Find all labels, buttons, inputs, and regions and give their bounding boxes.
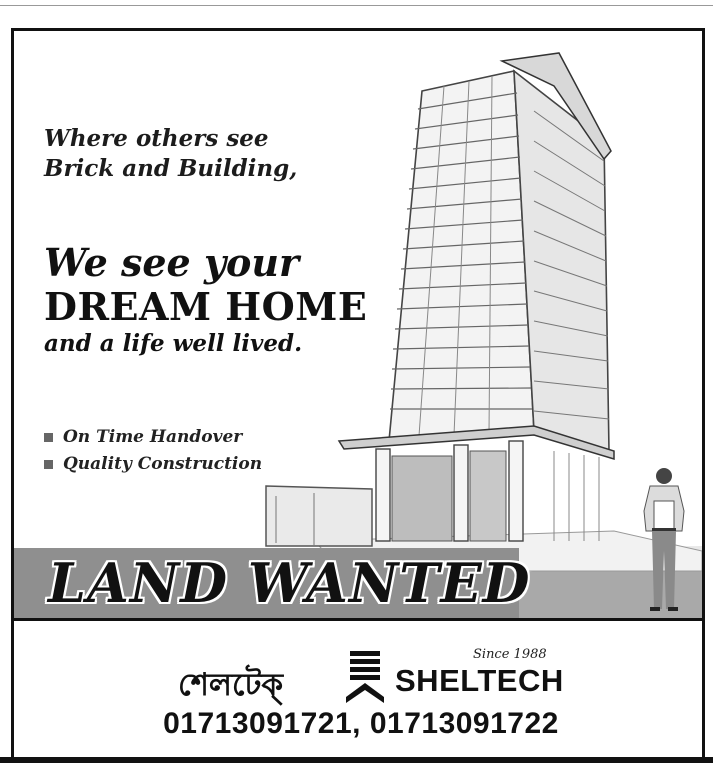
feature-label: Quality Construction [63, 454, 263, 474]
bullet-square-icon [44, 460, 53, 469]
headline-line-3: and a life well lived. [44, 330, 303, 357]
tagline-line-2: Brick and Building, [44, 155, 298, 182]
sheltech-logo-icon [346, 651, 388, 703]
top-rule [0, 5, 713, 6]
bengali-brand-name: শেলটেক্ [178, 667, 284, 703]
brand-name: SHELTECH [395, 663, 564, 698]
phone-numbers: 01713091721, 01713091722 [163, 707, 559, 740]
sheltech-logo [178, 647, 578, 707]
feature-item [44, 424, 262, 451]
headline-line-1: We see your [44, 240, 300, 285]
advertisement-frame [11, 28, 705, 761]
bullet-square-icon [44, 433, 53, 442]
headline-line-2: DREAM HOME [44, 284, 368, 329]
footer [14, 621, 705, 761]
feature-list [44, 424, 262, 478]
feature-item [44, 451, 262, 478]
bottom-rule [0, 757, 713, 763]
banner-text: LAND WANTED [48, 551, 531, 615]
tagline [44, 124, 297, 184]
feature-label: On Time Handover [63, 427, 243, 447]
land-wanted-banner [14, 548, 705, 618]
since-label: Since 1988 [473, 647, 547, 662]
headline [44, 241, 367, 359]
tagline-line-1: Where others see [44, 125, 269, 152]
